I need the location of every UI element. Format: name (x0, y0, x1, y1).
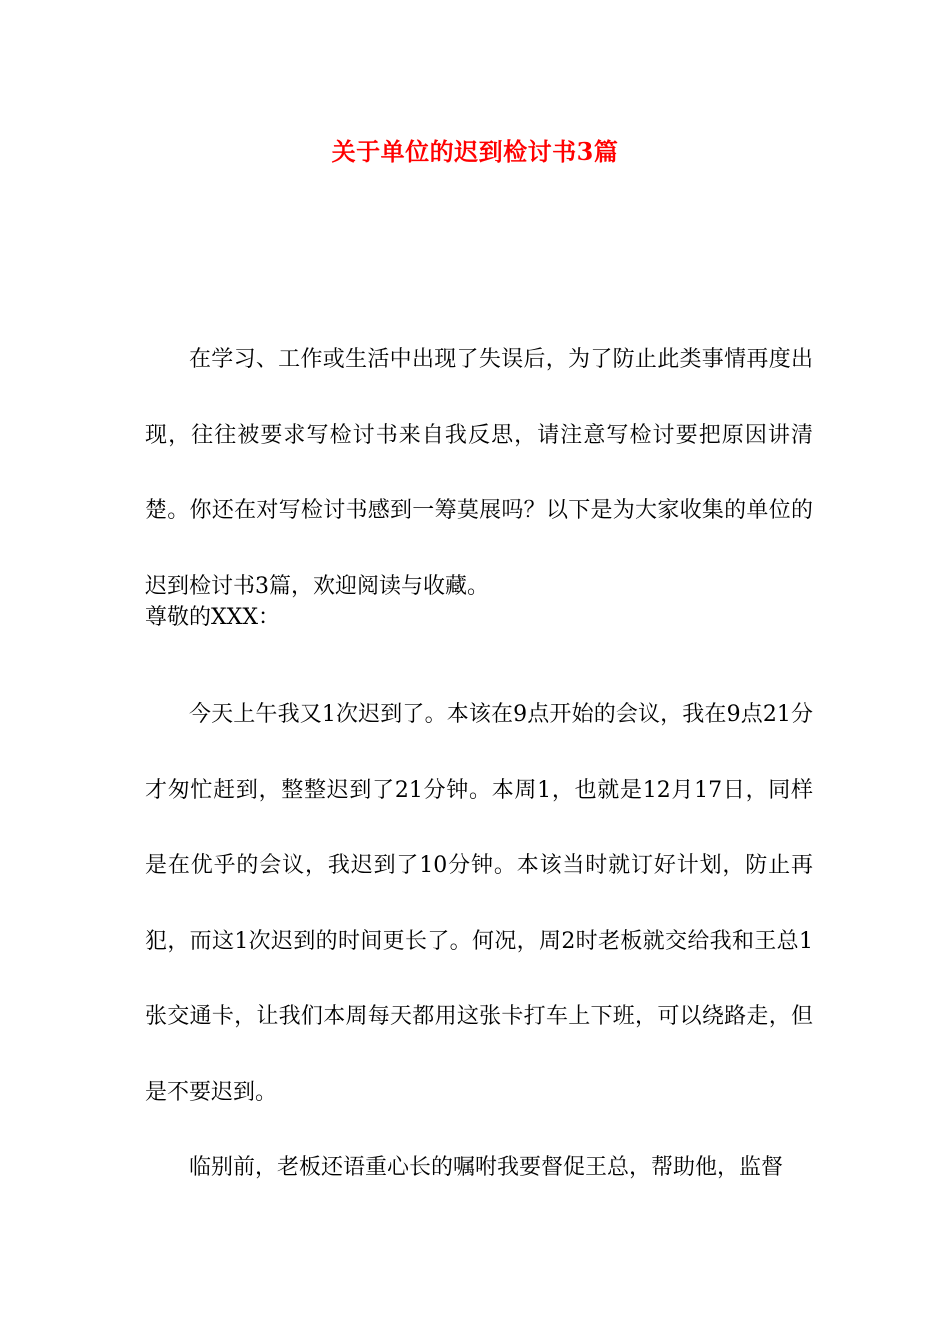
body-paragraph-1: 今天上午我又1次迟到了。本该在9点开始的会议，我在9点21分才匆忙赶到，整整迟到了21分钟。本周1，也就是12月17日，同样是在优乎的会议，我迟到了10分钟。本该当时就订好计划，防止再犯，而这1次迟到的时间更长了。何况，周2时老板就交给我和王总1张交通卡，让我们本周每天都用这张卡打车上下班，可以绕路走，但是不要迟到。 (145, 702, 813, 1105)
salutation: 尊敬的XXX： (145, 605, 280, 630)
body-paragraph-2: 临别前，老板还语重心长的嘱咐我要督促王总，帮助他，监督 (189, 1155, 784, 1180)
intro-paragraph: 在学习、工作或生活中出现了失误后，为了防止此类事情再度出现，往往被要求写检讨书来自我反思，请注意写检讨要把原因讲清楚。你还在对写检讨书感到一筹莫展吗？以下是为大家收集的单位的迟到检讨书3篇，欢迎阅读与收藏。 (145, 347, 813, 599)
document-title: 关于单位的迟到检讨书3篇 (331, 137, 619, 166)
